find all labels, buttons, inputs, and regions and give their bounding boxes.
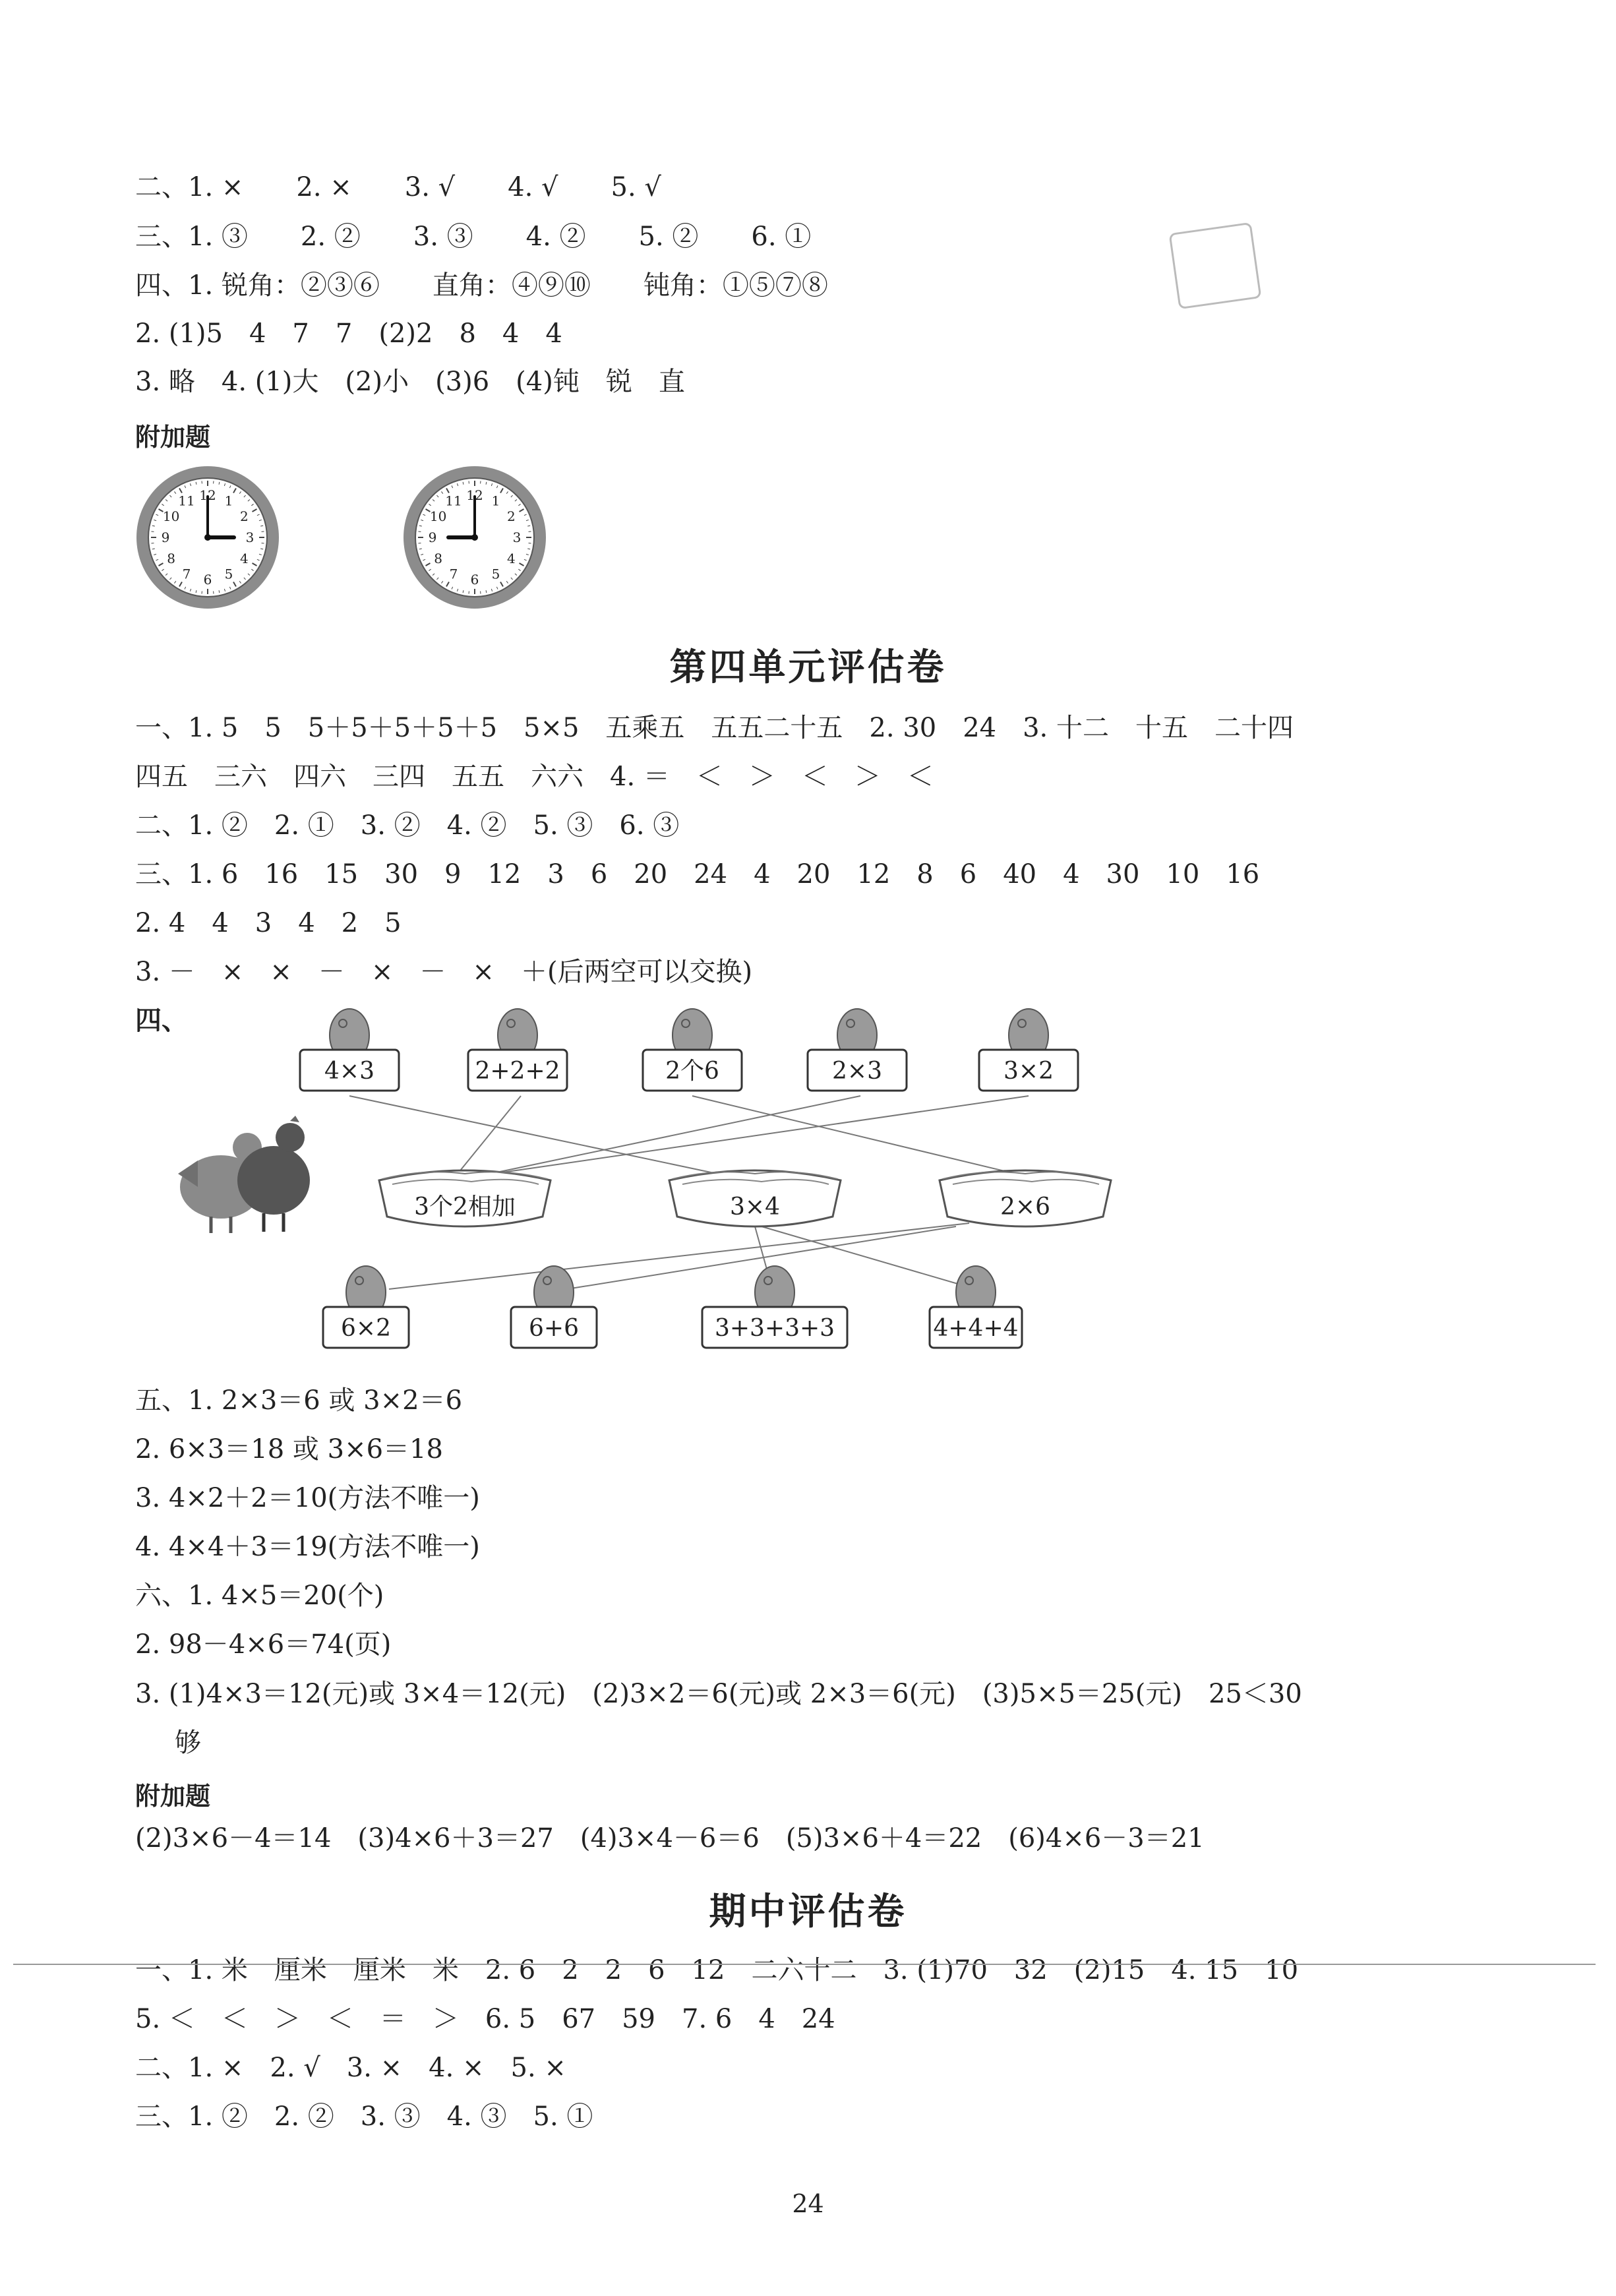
answer-line: 4. 4×4＋3＝19(方法不唯一): [135, 1532, 480, 1562]
clock-number: 10: [429, 508, 447, 524]
clock-number: 6: [203, 572, 212, 588]
egg-label: 4×3: [324, 1058, 374, 1085]
section-label: 四、: [135, 1005, 188, 1036]
clock-number: 9: [161, 529, 170, 545]
section-title: 期中评估卷: [709, 1890, 907, 1933]
answer-line: 二、1. × 2. √ 3. × 4. × 5. ×: [135, 2053, 566, 2083]
answer-line: 一、1. 米 厘米 厘米 米 2. 6 2 2 6 12 二六十二 3. (1)70 32 (2)15 4. 15 10: [135, 1955, 1299, 1985]
answer-line: 3. 略 4. (1)大 (2)小 (3)6 (4)钝 锐 直: [135, 367, 685, 397]
answer-line: 3. 4×2＋2＝10(方法不唯一): [135, 1483, 480, 1513]
connector-line: [455, 1096, 521, 1177]
clock-number: 11: [445, 493, 462, 509]
page-number: 24: [792, 2189, 824, 2218]
clock-number: 10: [162, 508, 180, 524]
answer-line: 六、1. 4×5＝20(个): [135, 1581, 384, 1611]
answer-line: 3. － × × － × － × ＋(后两空可以交换): [135, 957, 753, 987]
connector-line: [389, 1223, 969, 1289]
clock-number: 8: [434, 551, 442, 566]
nest-label: 3个2相加: [414, 1193, 516, 1221]
answer-line: 五、1. 2×3＝6 或 3×2＝6: [135, 1385, 463, 1416]
answer-line: 四、1. 锐角：②③⑥ 直角：④⑨⑩ 钝角：①⑤⑦⑧: [135, 270, 828, 301]
egg-label: 6+6: [529, 1315, 579, 1342]
clock-number: 5: [491, 566, 500, 582]
clock-number: 12: [466, 487, 483, 503]
clock-number: 3: [245, 529, 254, 545]
connector-line: [762, 1226, 976, 1289]
clock-number: 8: [167, 551, 175, 566]
egg-card: [300, 1009, 399, 1091]
clock-number: 9: [428, 529, 437, 545]
answer-line: 2. 6×3＝18 或 3×6＝18: [135, 1434, 443, 1465]
answer-line: 2. 4 4 3 4 2 5: [135, 908, 402, 938]
egg-card: [643, 1009, 742, 1091]
clock-number: 4: [507, 551, 516, 566]
connector-line: [349, 1096, 748, 1180]
egg-label: 2+2+2: [475, 1058, 560, 1085]
answer-line: 四五 三六 四六 三四 五五 六六 4. ＝ ＜ ＞ ＜ ＞ ＜: [135, 762, 934, 792]
answer-line: (2)3×6－4＝14 (3)4×6＋3＝27 (4)3×4－6＝6 (5)3×6＋4＝22 (6)4×6－3＝21: [135, 1823, 1205, 1854]
egg-card: [979, 1009, 1078, 1091]
answer-line: 三、1. ② 2. ② 3. ③ 4. ③ 5. ①: [135, 2101, 593, 2132]
section-title: 第四单元评估卷: [669, 646, 947, 689]
nest: [379, 1170, 551, 1226]
extra-heading: 附加题: [135, 1781, 211, 1811]
answer-line: 三、1. 6 16 15 30 9 12 3 6 20 24 4 20 12 8 6 40 4 30 10 16: [135, 859, 1260, 890]
egg-label: 2个6: [665, 1058, 719, 1085]
connector-line: [692, 1096, 1015, 1174]
connector-line: [475, 1096, 860, 1177]
egg-label: 6×2: [341, 1315, 391, 1342]
egg-card: [468, 1009, 567, 1091]
clock-number: 2: [507, 508, 516, 524]
answer-line: 二、1. ② 2. ① 3. ② 4. ② 5. ③ 6. ③: [135, 810, 680, 841]
nest: [940, 1170, 1111, 1226]
nest: [669, 1170, 841, 1226]
egg-label: 4+4+4: [933, 1315, 1019, 1342]
connector-line: [448, 1096, 1029, 1180]
clock-number: 11: [178, 493, 195, 509]
clock-number: 7: [182, 566, 191, 582]
clock-number: 6: [470, 572, 479, 588]
answer-line: 一、1. 5 5 5＋5＋5＋5＋5 5×5 五乘五 五五二十五 2. 30 24 3. 十二 十五 二十四: [135, 713, 1294, 743]
answer-line: 二、1. × 2. × 3. √ 4. √ 5. √: [135, 172, 661, 202]
clock-number: 3: [512, 529, 522, 545]
answer-line: 5. ＜ ＜ ＞ ＜ ＝ ＞ 6. 5 67 59 7. 6 4 24: [135, 2004, 835, 2034]
nest-label: 3×4: [730, 1193, 780, 1221]
clock-number: 1: [224, 493, 233, 509]
clock-number: 5: [224, 566, 233, 582]
egg-label: 3+3+3+3: [714, 1315, 835, 1342]
clock-number: 12: [199, 487, 216, 503]
answer-line: 2. (1)5 4 7 7 (2)2 8 4 4: [135, 318, 562, 349]
egg-label: 3×2: [1003, 1058, 1054, 1085]
answer-line: 3. (1)4×3＝12(元)或 3×4＝12(元) (2)3×2＝6(元)或 2×3＝6(元) (3)5×5＝25(元) 25＜30: [135, 1679, 1302, 1709]
extra-heading: 附加题: [135, 422, 211, 452]
egg-card: [511, 1266, 597, 1348]
answer-line: 三、1. ③ 2. ② 3. ③ 4. ② 5. ② 6. ①: [135, 222, 812, 252]
nest-label: 2×6: [1000, 1193, 1050, 1221]
divider: [13, 1964, 1596, 1965]
clock-number: 2: [240, 508, 249, 524]
egg-card: [930, 1266, 1022, 1348]
clock-number: 4: [240, 551, 249, 566]
answer-line: 够: [175, 1728, 201, 1758]
clock-number: 1: [491, 493, 500, 509]
clock-number: 7: [449, 566, 458, 582]
egg-label: 2×3: [832, 1058, 882, 1085]
egg-card: [702, 1266, 847, 1348]
hens-illustration: [178, 1116, 310, 1233]
egg-card: [808, 1009, 907, 1091]
answer-line: 2. 98－4×6＝74(页): [135, 1629, 392, 1660]
egg-card: [323, 1266, 409, 1348]
